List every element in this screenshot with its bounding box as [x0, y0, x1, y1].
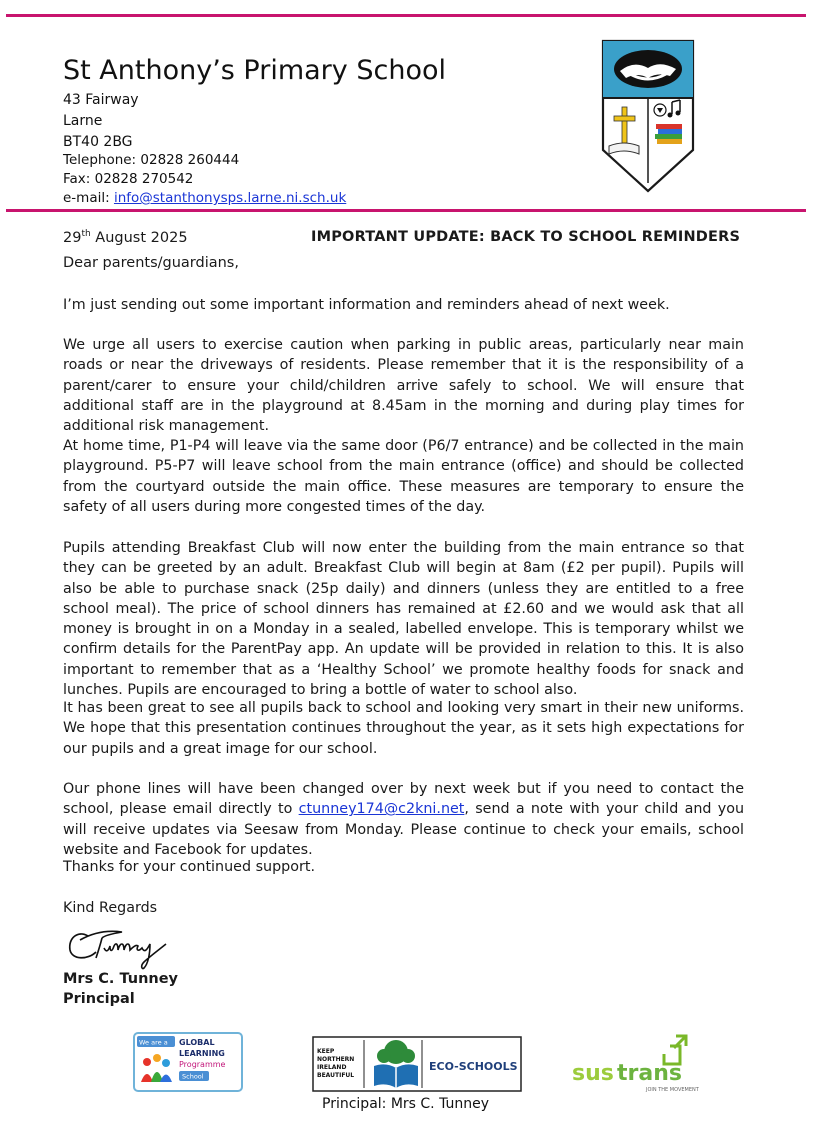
salutation: Dear parents/guardians, [63, 255, 239, 271]
top-rule [6, 14, 806, 17]
eco-schools-logo [312, 1036, 522, 1092]
telephone: Telephone: 02828 260444 [63, 152, 240, 168]
school-name: St Anthony’s Primary School [63, 55, 446, 86]
school-email-link[interactable]: info@stanthonysps.larne.ni.sch.uk [113, 190, 347, 206]
signer-name: Mrs C. Tunney [63, 971, 179, 987]
address-line2: Larne [63, 113, 103, 129]
paragraph-intro: I’m just sending out some important information and reminders ahead of next week. [63, 297, 670, 313]
svg-text:ECO-SCHOOLS: ECO-SCHOOLS [429, 1060, 518, 1073]
principal-email-link[interactable]: ctunney174@c2kni.net [298, 801, 465, 818]
address-line1: 43 Fairway [63, 92, 139, 108]
postcode: BT40 2BG [63, 134, 133, 150]
svg-text:trans: trans [617, 1061, 682, 1086]
svg-text:LEARNING: LEARNING [179, 1049, 225, 1058]
svg-text:IRELAND: IRELAND [317, 1064, 347, 1071]
school-crest-icon [600, 38, 696, 194]
signer-title: Principal [63, 991, 135, 1007]
paragraph-parking: We urge all users to exercise caution when parking in public areas, particularly near main roads or near the driveways of residents. Please remember that it is the responsibility of a parent/carer to ensure your child/children arrive safely to school. We will ensure that additional staff are in the playground at 8.45am in the morning and during play times for additional risk management. [63, 337, 744, 435]
svg-text:KEEP: KEEP [317, 1048, 335, 1055]
paragraph-contact: Our phone lines will have been changed over by next week but if you need to contact the school, please email directly to ctunney174@c2kni.net, send a note with your child and you will receive updates via Seesaw from Monday. Please continue to check your emails, school website and Facebook for updates. [63, 781, 745, 858]
svg-text:School: School [182, 1072, 204, 1081]
email-line [63, 190, 346, 206]
paragraph-home-time: At home time, P1-P4 will leave via the same door (P6/7 entrance) and be collected in the main playground. P5-P7 will leave school from the main entrance (office) and should be collected from the courtyard outside the main office. These measures are temporary to ensure the safety of all users during more congested times of the day. [63, 438, 744, 515]
svg-text:NORTHERN: NORTHERN [317, 1056, 355, 1063]
footer-principal: Principal: Mrs C. Tunney [322, 1096, 490, 1112]
email-label: e-mail: [63, 190, 114, 206]
sustrans-logo [572, 1032, 702, 1096]
svg-text:JOIN THE MOVEMENT: JOIN THE MOVEMENT [646, 1087, 699, 1093]
svg-text:GLOBAL: GLOBAL [179, 1038, 215, 1047]
svg-text:sus: sus [572, 1061, 614, 1086]
signature [66, 922, 182, 970]
closing-line: Kind Regards [63, 900, 158, 916]
fax: Fax: 02828 270542 [63, 171, 194, 187]
letter-heading: IMPORTANT UPDATE: BACK TO SCHOOL REMINDERS [311, 229, 741, 245]
svg-text:BEAUTIFUL: BEAUTIFUL [317, 1072, 355, 1079]
paragraph-breakfast-club: Pupils attending Breakfast Club will now enter the building from the main entrance so that they can be greeted by an adult. Breakfast Club will begin at 8am (£2 per pupil). Pupils will also be able to purchase snack (25p daily) and dinners (unless they are entitled to a free school meal). The price of school dinners has remained at £2.60 and we would ask that all money is brought in on a Monday in a sealed, labelled envelope. This is temporary whilst we confirm details for the ParentPay app. An update will be provided in relation to this. It is also important to remember that as a ‘Healthy School’ we promote healthy foods for snack and lunches. Pupils are encouraged to bring a bottle of water to school also. [63, 540, 744, 699]
bottom-rule [6, 209, 806, 212]
svg-text:We are a: We are a [139, 1038, 168, 1047]
global-learning-logo [133, 1032, 243, 1092]
svg-text:Programme: Programme [179, 1060, 226, 1069]
thanks-line: Thanks for your continued support. [63, 859, 316, 875]
letter-date: 29th August 2025 [63, 229, 188, 246]
paragraph-uniforms: It has been great to see all pupils back to school and looking very smart in their new uniforms. We hope that this presentation continues throughout the year, as it sets high expectations for our pupils and a great image for our school. [63, 700, 744, 757]
